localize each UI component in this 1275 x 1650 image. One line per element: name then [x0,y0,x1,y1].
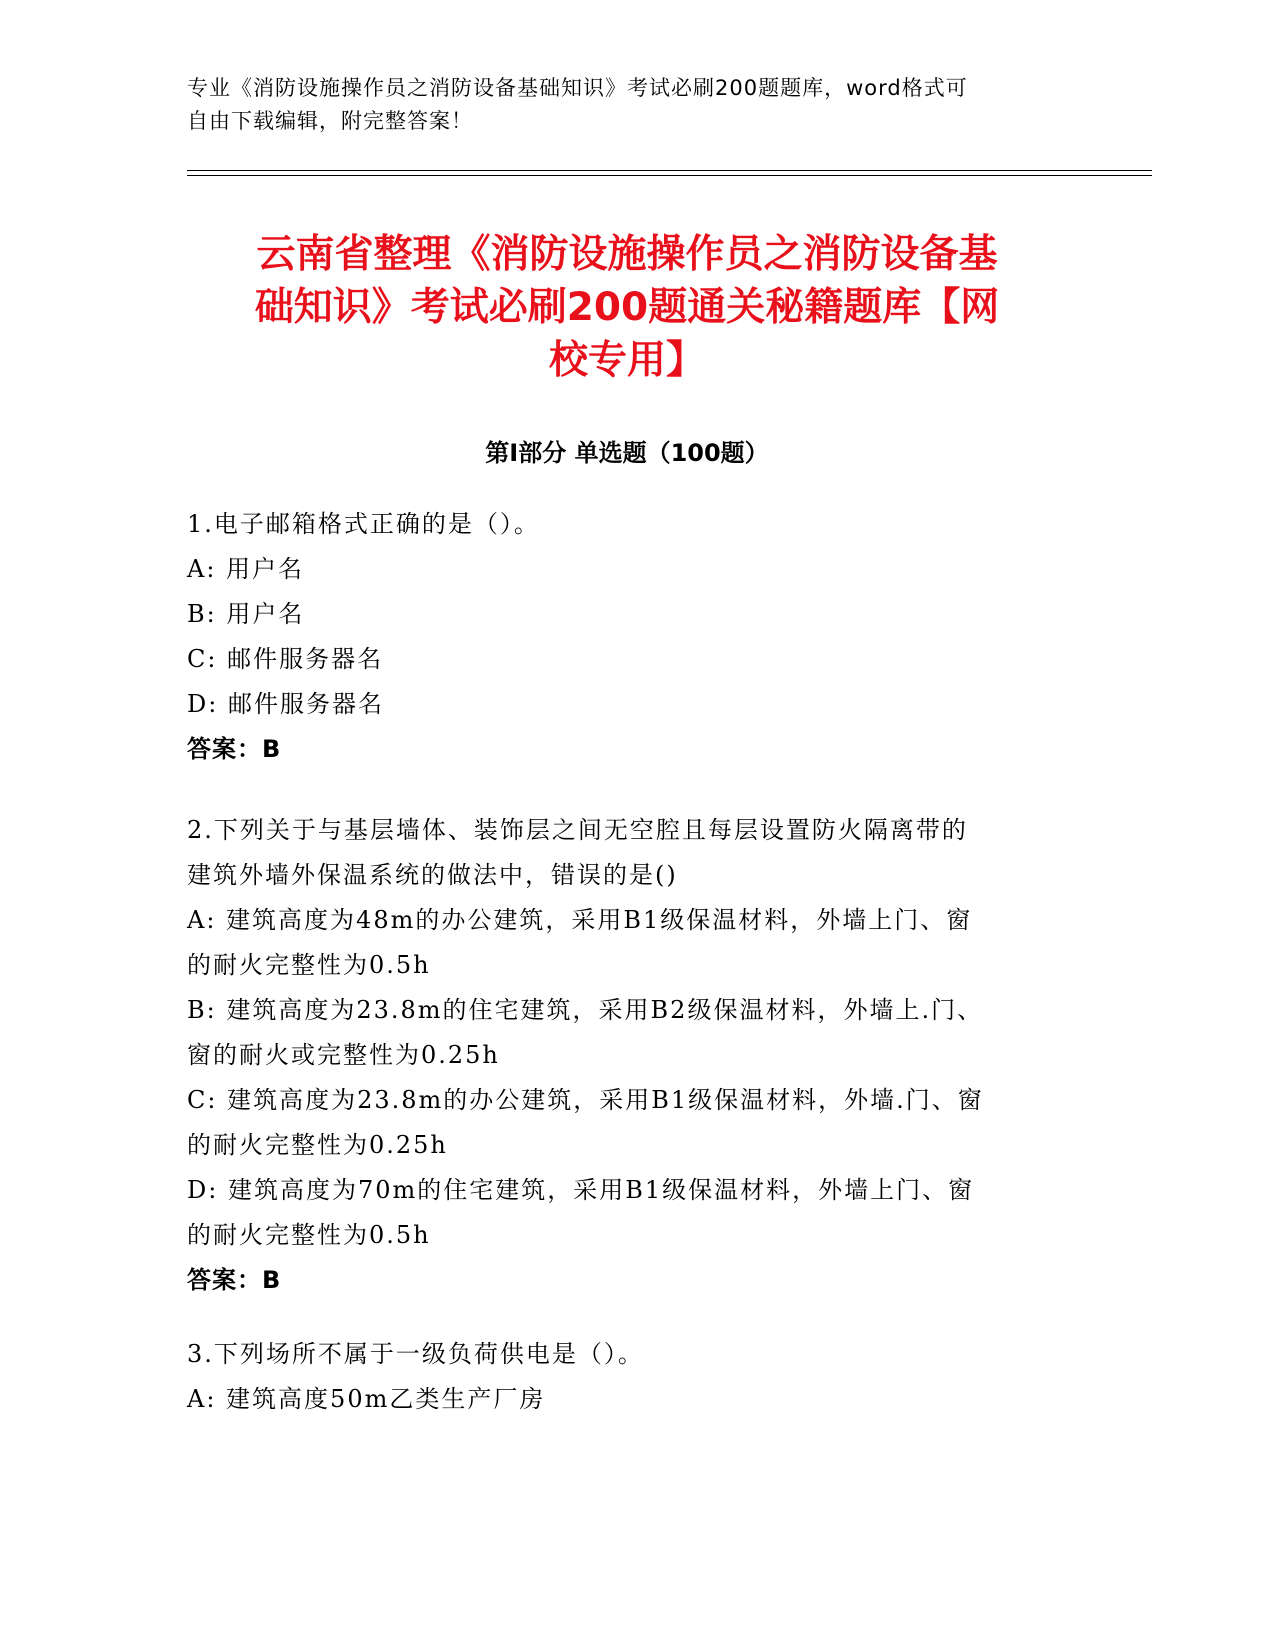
option-d-continued: 的耐火完整性为0.5h [187,1221,431,1249]
option-b: B: 建筑高度为23.8m的住宅建筑，采用B2级保温材料，外墙上.门、 [187,996,984,1024]
top-divider-secondary [187,175,1152,176]
top-divider [187,170,1152,171]
header-note-line: 自由下载编辑，附完整答案！ [187,109,473,133]
header-note [187,72,1067,138]
question-stem: 建筑外墙外保温系统的做法中，错误的是() [187,861,678,889]
question-3 [187,1332,1067,1422]
question-stem: 2.下列关于与基层墙体、装饰层之间无空腔且每层设置防火隔离带的 [187,816,968,844]
section-title: 第I部分 单选题（100题） [485,439,769,467]
option-a-continued: 的耐火完整性为0.5h [187,951,431,979]
question-stem: 3.下列场所不属于一级负荷供电是（）。 [187,1340,644,1368]
option-c: C: 建筑高度为23.8m的办公建筑，采用B1级保温材料，外墙.门、窗 [187,1086,984,1114]
option-d: D: 邮件服务器名 [187,690,384,718]
document-title-line: 校专用】 [548,338,705,383]
option-a: A: 建筑高度为48m的办公建筑，采用B1级保温材料，外墙上门、窗 [187,906,973,934]
option-a: A: 建筑高度50m乙类生产厂房 [187,1385,546,1413]
answer: 答案：B [187,735,282,763]
option-a: A: 用户名 [187,555,305,583]
header-note-line: 专业《消防设施操作员之消防设备基础知识》考试必刷200题题库，word格式可 [187,76,968,100]
option-d: D: 建筑高度为70m的住宅建筑，采用B1级保温材料，外墙上门、窗 [187,1176,975,1204]
answer: 答案：B [187,1266,282,1294]
question-stem: 1.电子邮箱格式正确的是（）。 [187,510,540,538]
option-c-continued: 的耐火完整性为0.25h [187,1131,448,1159]
question-2 [187,808,1067,1303]
question-1 [187,502,1067,772]
option-c: C: 邮件服务器名 [187,645,384,673]
document-title-line: 云南省整理《消防设施操作员之消防设备基 [256,232,998,277]
option-b-continued: 窗的耐火或完整性为0.25h [187,1041,500,1069]
document-title-line: 础知识》考试必刷200题通关秘籍题库【网 [254,285,1000,330]
document-title [187,228,1067,387]
option-b: B: 用户名 [187,600,305,628]
